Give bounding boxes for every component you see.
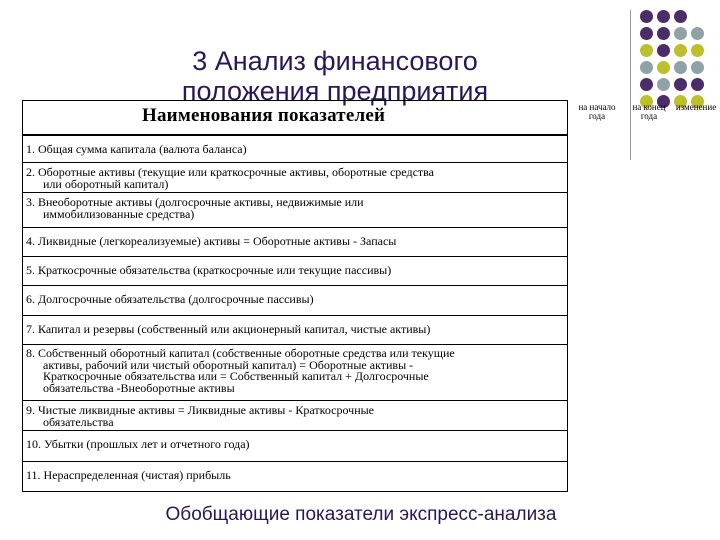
- decor-dot: [640, 61, 653, 74]
- col-head-end: на конец года: [632, 102, 666, 121]
- decor-dot: [657, 27, 670, 40]
- row-text-line: Краткосрочные обязательства или = Собственный капитал + Долгосрочные: [43, 369, 429, 383]
- table-row: [22, 285, 568, 315]
- table-row: [22, 256, 568, 285]
- table-row: [22, 135, 568, 162]
- decor-dot: [691, 44, 704, 57]
- decor-dot: [674, 10, 687, 23]
- slide-title: [110, 46, 560, 106]
- row-text-line: 6. Долгосрочные обязательства (долгосрочные пассивы): [26, 292, 314, 306]
- row-text-line: активы, рабочий или чистый оборотный капитал) = Оборотные активы -: [43, 357, 414, 372]
- decor-dot: [657, 44, 670, 57]
- row-text-line: 9. Чистые ликвидные активы = Ликвидные активы - Краткосрочные: [26, 403, 375, 417]
- decor-dot: [657, 61, 670, 74]
- title-line-2: положения предприятия: [181, 76, 489, 106]
- decor-dot: [674, 27, 687, 40]
- decor-dot: [691, 61, 704, 74]
- table-row: [22, 430, 568, 461]
- decor-dot: [640, 27, 653, 40]
- table-row: [22, 227, 568, 256]
- table-header-label: Наименования показателей: [142, 105, 386, 126]
- decor-dot: [640, 78, 653, 91]
- row-text-line: 10. Убытки (прошлых лет и отчетного года): [26, 437, 250, 451]
- decor-dot: [674, 44, 687, 57]
- row-text-line: или оборотный капитал): [43, 176, 169, 191]
- decor-dot: [691, 27, 704, 40]
- table-row: [22, 192, 568, 227]
- decor-dot: [640, 44, 653, 57]
- row-text-line: 2. Оборотные активы (текущие или краткосрочные активы, оборотные средства: [26, 165, 434, 179]
- decor-dot: [657, 78, 670, 91]
- table-row: [22, 344, 568, 400]
- row-text-line: 5. Краткосрочные обязательства (краткосрочные или текущие пассивы): [26, 263, 392, 277]
- row-text-line: 1. Общая сумма капитала (валюта баланса): [26, 142, 247, 156]
- row-text-line: 8. Собственный оборотный капитал (собственные оборотные средства или текущие: [26, 346, 455, 360]
- slide-footer: Обобщающие показатели экспресс-анализа: [165, 504, 557, 525]
- decor-dot: [640, 10, 653, 23]
- row-text-line: иммобилизованные средства): [43, 206, 195, 221]
- table-header: [22, 100, 568, 135]
- table-row: [22, 461, 568, 492]
- decor-dot: [657, 10, 670, 23]
- title-line-1: 3 Анализ финансового: [192, 46, 478, 76]
- table-row: [22, 162, 568, 192]
- row-text-line: 4. Ликвидные (легкореализуемые) активы = Оборотные активы - Запасы: [26, 234, 397, 248]
- row-text-line: обязательства -Внеоборотные активы: [43, 380, 235, 395]
- col-head-start: на начало года: [578, 102, 616, 121]
- row-text-line: 7. Капитал и резервы (собственный или акционерный капитал, чистые активы): [26, 322, 431, 336]
- decor-vertical-line: [630, 10, 631, 160]
- table-row: [22, 315, 568, 344]
- decor-dot: [674, 61, 687, 74]
- row-text-line: 3. Внеоборотные активы (долгосрочные активы, недвижимые или: [26, 195, 364, 209]
- decor-dot: [691, 78, 704, 91]
- row-text-line: обязательства: [43, 414, 114, 429]
- table-row: [22, 400, 568, 430]
- row-text-line: 11. Нераспределенная (чистая) прибыль: [26, 468, 231, 482]
- col-head-change: изменение: [675, 102, 717, 112]
- decor-dot: [674, 78, 687, 91]
